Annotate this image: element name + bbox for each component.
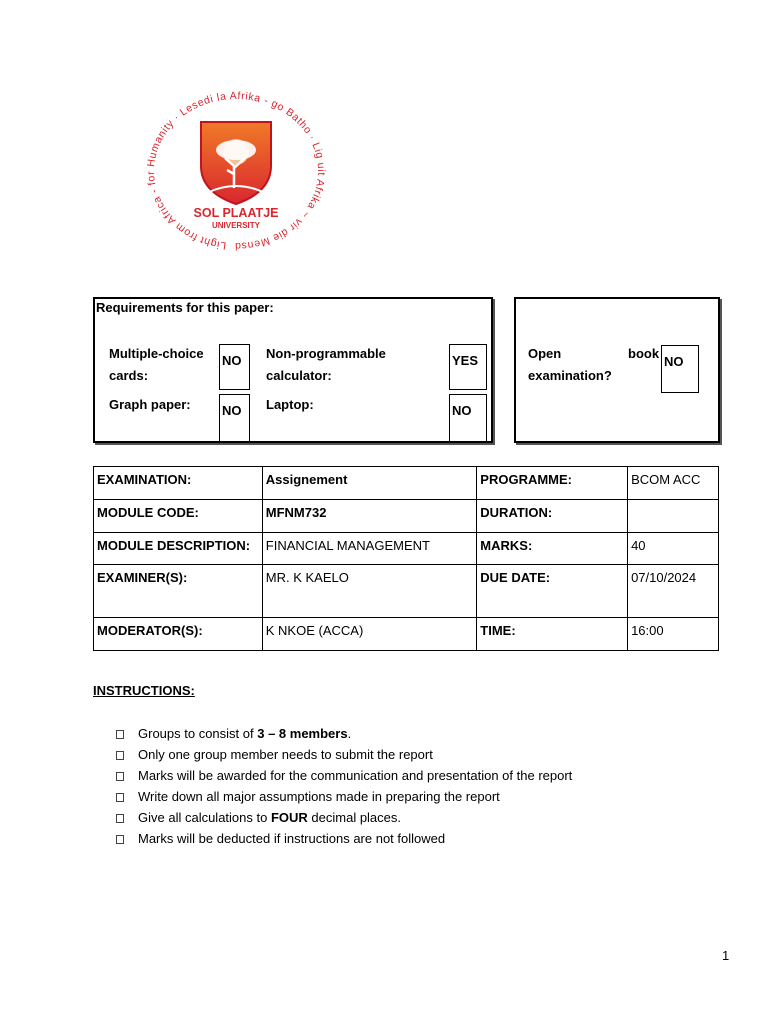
moderator-label: MODERATOR(S):	[94, 618, 263, 651]
instruction-text: Marks will be awarded for the communication and presentation of the report	[138, 768, 573, 783]
logo-ring-text: Light from Africa - for Humanity · Lesedi la Afrika - go Batho · Lig uit Afrika ~ vir die Mensd	[145, 89, 328, 253]
instruction-text-end: .	[347, 726, 352, 741]
instructions-list	[116, 723, 572, 849]
examination-value: Assignement	[262, 467, 477, 500]
laptop-label: Laptop:	[266, 397, 314, 412]
laptop-answer-box: NO	[449, 394, 487, 442]
bullet-box-icon	[116, 751, 124, 760]
requirements-title: Requirements for this paper:	[96, 300, 274, 315]
open-book-answer-box: NO	[661, 345, 699, 393]
duration-label: DURATION:	[477, 500, 628, 533]
module-description-value: FINANCIAL MANAGEMENT	[262, 533, 477, 565]
module-description-label: MODULE DESCRIPTION:	[94, 533, 263, 565]
requirements-box	[93, 297, 493, 443]
examiner-label: EXAMINER(S):	[94, 565, 263, 618]
mcq-label-line1: Multiple-choice	[109, 346, 204, 361]
calculator-label-line1: Non-programmable	[266, 346, 386, 361]
list-item	[116, 807, 572, 828]
graph-paper-label: Graph paper:	[109, 397, 191, 412]
calculator-answer-box: YES	[449, 344, 487, 390]
module-code-value: MFNM732	[262, 500, 477, 533]
open-book-label-a: Open	[528, 346, 562, 361]
tree-shield-icon	[201, 122, 271, 204]
table-row	[94, 467, 719, 500]
programme-label: PROGRAMME:	[477, 467, 628, 500]
instruction-bold: 3 – 8 members	[257, 726, 348, 741]
duration-value	[628, 500, 719, 533]
instruction-text: Only one group member needs to submit the report	[138, 747, 433, 762]
page-number: 1	[722, 948, 730, 963]
instruction-text: Marks will be deducted if instructions are not followed	[138, 831, 446, 846]
university-logo	[137, 88, 335, 258]
instruction-text-end: decimal places.	[307, 810, 402, 825]
list-item	[116, 828, 572, 849]
bullet-box-icon	[116, 835, 124, 844]
instruction-bold: FOUR	[270, 810, 308, 825]
bullet-box-icon	[116, 730, 124, 739]
list-item	[116, 744, 572, 765]
table-row	[94, 618, 719, 651]
module-code-label: MODULE CODE:	[94, 500, 263, 533]
table-row	[94, 565, 719, 618]
moderator-value: K NKOE (ACCA)	[262, 618, 477, 651]
instructions-title: INSTRUCTIONS:	[93, 683, 195, 698]
instruction-text: Write down all major assumptions made in preparing the report	[138, 789, 500, 804]
open-book-label-b: book	[628, 346, 660, 361]
time-value: 16:00	[628, 618, 719, 651]
due-date-value: 07/10/2024	[628, 565, 719, 618]
instruction-text: Groups to consist of	[138, 726, 258, 741]
logo-name: SOL PLAATJE	[193, 206, 279, 220]
logo-subtitle: UNIVERSITY	[211, 221, 261, 230]
marks-label: MARKS:	[477, 533, 628, 565]
examination-label: EXAMINATION:	[94, 467, 263, 500]
examiner-value: MR. K KAELO	[262, 565, 477, 618]
mcq-label-line2: cards:	[109, 368, 149, 383]
calculator-label-line2: calculator:	[266, 368, 332, 383]
exam-info-table	[93, 466, 719, 651]
instruction-text: Give all calculations to	[138, 810, 271, 825]
table-row	[94, 500, 719, 533]
open-book-label-line2: examination?	[528, 368, 612, 383]
bullet-box-icon	[116, 772, 124, 781]
open-book-box	[514, 297, 720, 443]
mcq-answer-box: NO	[219, 344, 250, 390]
list-item	[116, 765, 572, 786]
time-label: TIME:	[477, 618, 628, 651]
marks-value: 40	[628, 533, 719, 565]
bullet-box-icon	[116, 793, 124, 802]
programme-value: BCOM ACC	[628, 467, 719, 500]
list-item	[116, 723, 572, 744]
graph-paper-answer-box: NO	[219, 394, 250, 442]
table-row	[94, 533, 719, 565]
list-item	[116, 786, 572, 807]
due-date-label: DUE DATE:	[477, 565, 628, 618]
bullet-box-icon	[116, 814, 124, 823]
